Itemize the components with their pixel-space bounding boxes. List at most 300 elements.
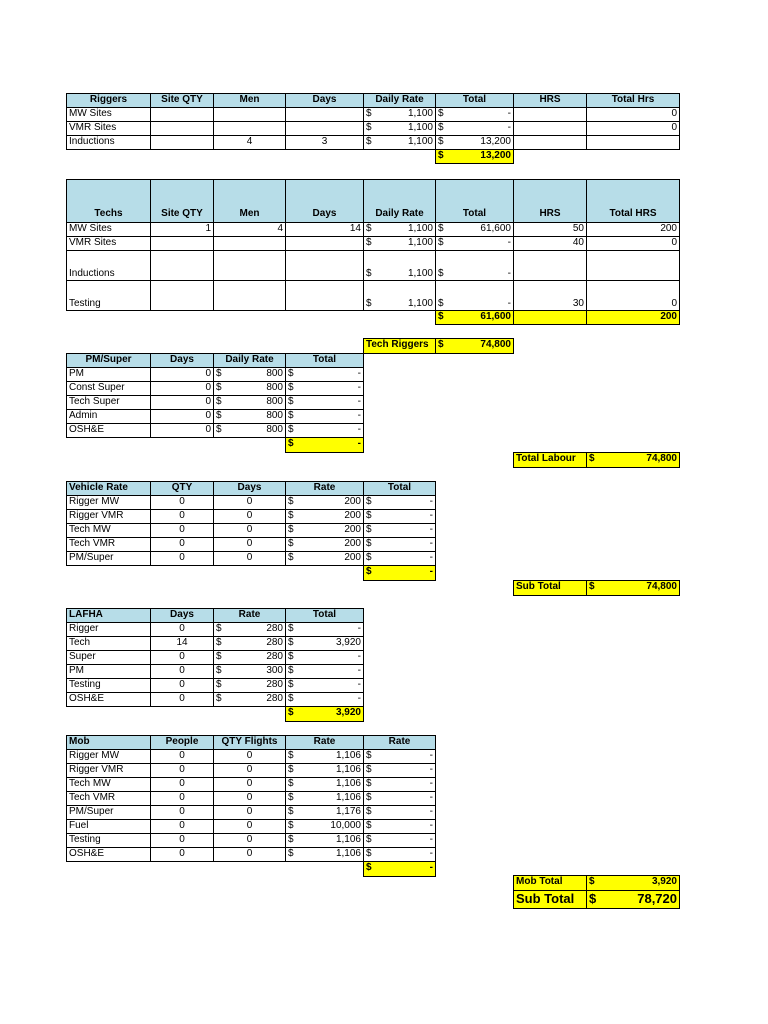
amount: 3,920 <box>651 876 677 887</box>
lafha-cell-r4-c2 <box>213 678 286 693</box>
tech_riggers-value <box>435 338 514 354</box>
amount: 280 <box>266 679 283 690</box>
techs-cell-r3-c0: Testing <box>66 280 151 311</box>
vehicle-cell-r4-c4 <box>363 551 436 566</box>
vehicle-cell-r1-c3 <box>285 509 364 524</box>
lafha-cell-r5-c1: 0 <box>150 692 214 707</box>
riggers-cell-r2-c4 <box>363 135 436 150</box>
vehicle-cell-r4-c3 <box>285 551 364 566</box>
amount: 800 <box>266 396 283 407</box>
techs-cell-r1-c4 <box>363 236 436 251</box>
techs-cell-r3-c3 <box>285 280 364 311</box>
vehicle-cell-r0-c4 <box>363 495 436 510</box>
vehicle-cell-r2-c0: Tech MW <box>66 523 151 538</box>
riggers-cell-r2-c0: Inductions <box>66 135 151 150</box>
mob-cell-r6-c0: Testing <box>66 833 151 848</box>
techs-cell-r0-c4 <box>363 222 436 237</box>
techs-cell-r0-c5 <box>435 222 514 237</box>
riggers-cell-r2-c6 <box>513 135 587 150</box>
lafha-cell-r1-c0: Tech <box>66 636 151 651</box>
currency-symbol: $ <box>438 237 444 248</box>
currency-symbol: $ <box>366 834 372 845</box>
currency-symbol: $ <box>288 496 294 507</box>
currency-symbol: $ <box>288 410 294 421</box>
techs-header-0: Techs <box>66 179 151 223</box>
amount: - <box>429 792 433 803</box>
sub_total_1-value <box>586 580 680 596</box>
amount: 200 <box>344 538 361 549</box>
amount: - <box>429 566 433 577</box>
currency-symbol: $ <box>288 792 294 803</box>
pm-super-cell-r2-c1: 0 <box>150 395 214 410</box>
amount: 1,100 <box>407 223 433 234</box>
techs-cell-r0-c3: 14 <box>285 222 364 237</box>
techs-total-0 <box>435 310 514 325</box>
amount: 200 <box>344 496 361 507</box>
amount: 1,100 <box>407 268 433 279</box>
pm-super-cell-r4-c3 <box>285 423 364 438</box>
pm-super-cell-r1-c3 <box>285 381 364 396</box>
currency-symbol: $ <box>366 862 372 873</box>
lafha-cell-r1-c2 <box>213 636 286 651</box>
lafha-cell-r2-c2 <box>213 650 286 665</box>
riggers-cell-r0-c4 <box>363 107 436 122</box>
techs-cell-r0-c7: 200 <box>586 222 680 237</box>
lafha-cell-r5-c3 <box>285 692 364 707</box>
vehicle-cell-r3-c1: 0 <box>150 537 214 552</box>
techs-header-6: HRS <box>513 179 587 223</box>
techs-cell-r1-c6: 40 <box>513 236 587 251</box>
currency-symbol: $ <box>366 566 372 577</box>
amount: 300 <box>266 665 283 676</box>
mob-cell-r0-c4 <box>363 749 436 764</box>
pm-super-cell-r1-c2 <box>213 381 286 396</box>
pm-super-header-0: PM/Super <box>66 353 151 368</box>
currency-symbol: $ <box>288 637 294 648</box>
techs-header-3: Days <box>285 179 364 223</box>
riggers-cell-r0-c2 <box>213 107 286 122</box>
mob-cell-r2-c2: 0 <box>213 777 286 792</box>
pm-super-cell-r3-c2 <box>213 409 286 424</box>
currency-symbol: $ <box>288 651 294 662</box>
lafha-cell-r0-c0: Rigger <box>66 622 151 637</box>
riggers-header-4: Daily Rate <box>363 93 436 108</box>
amount: - <box>429 848 433 859</box>
amount: - <box>357 410 361 421</box>
amount: - <box>429 820 433 831</box>
vehicle-cell-r2-c3 <box>285 523 364 538</box>
vehicle-cell-r0-c1: 0 <box>150 495 214 510</box>
currency-symbol: $ <box>438 298 444 309</box>
amount: 3,920 <box>335 637 361 648</box>
lafha-cell-r0-c2 <box>213 622 286 637</box>
mob-cell-r1-c2: 0 <box>213 763 286 778</box>
amount: - <box>357 424 361 435</box>
pm-super-total-0 <box>285 437 364 453</box>
currency-symbol: $ <box>216 382 222 393</box>
currency-symbol: $ <box>216 424 222 435</box>
amount: 74,800 <box>646 453 677 464</box>
currency-symbol: $ <box>366 237 372 248</box>
amount: - <box>429 806 433 817</box>
lafha-cell-r3-c0: PM <box>66 664 151 679</box>
vehicle-cell-r2-c4 <box>363 523 436 538</box>
lafha-cell-r1-c3 <box>285 636 364 651</box>
amount: 1,106 <box>335 834 361 845</box>
techs-cell-r2-c7 <box>586 250 680 281</box>
techs-header-5: Total <box>435 179 514 223</box>
amount: - <box>357 438 361 449</box>
amount: 74,800 <box>646 581 677 592</box>
vehicle-cell-r2-c2: 0 <box>213 523 286 538</box>
riggers-header-2: Men <box>213 93 286 108</box>
lafha-cell-r1-c1: 14 <box>150 636 214 651</box>
mob-cell-r3-c1: 0 <box>150 791 214 806</box>
techs-header-2: Men <box>213 179 286 223</box>
currency-symbol: $ <box>438 136 444 147</box>
lafha-cell-r4-c0: Testing <box>66 678 151 693</box>
riggers-total-0 <box>435 149 514 164</box>
techs-header-1: Site QTY <box>150 179 214 223</box>
techs-cell-r2-c0: Inductions <box>66 250 151 281</box>
techs-cell-r1-c1 <box>150 236 214 251</box>
vehicle-total-0 <box>363 565 436 581</box>
techs-cell-r3-c5 <box>435 280 514 311</box>
amount: 1,100 <box>407 108 433 119</box>
mob-header-1: People <box>150 735 214 750</box>
lafha-cell-r5-c0: OSH&E <box>66 692 151 707</box>
currency-symbol: $ <box>366 496 372 507</box>
riggers-cell-r1-c3 <box>285 121 364 136</box>
currency-symbol: $ <box>366 750 372 761</box>
pm-super-cell-r3-c0: Admin <box>66 409 151 424</box>
lafha-header-2: Rate <box>213 608 286 623</box>
amount: 13,200 <box>480 136 511 147</box>
pm-super-header-1: Days <box>150 353 214 368</box>
currency-symbol: $ <box>288 382 294 393</box>
riggers-cell-r0-c5 <box>435 107 514 122</box>
mob-cell-r4-c4 <box>363 805 436 820</box>
amount: - <box>357 651 361 662</box>
vehicle-cell-r3-c3 <box>285 537 364 552</box>
amount: 800 <box>266 410 283 421</box>
lafha-cell-r2-c3 <box>285 650 364 665</box>
amount: - <box>507 237 511 248</box>
riggers-header-1: Site QTY <box>150 93 214 108</box>
currency-symbol: $ <box>288 820 294 831</box>
currency-symbol: $ <box>589 581 595 592</box>
amount: 800 <box>266 382 283 393</box>
riggers-header-3: Days <box>285 93 364 108</box>
tech_riggers-label: Tech Riggers <box>363 338 436 354</box>
amount: - <box>507 268 511 279</box>
techs-cell-r0-c6: 50 <box>513 222 587 237</box>
vehicle-cell-r2-c1: 0 <box>150 523 214 538</box>
mob-cell-r6-c3 <box>285 833 364 848</box>
mob-cell-r7-c0: OSH&E <box>66 847 151 862</box>
amount: 200 <box>344 510 361 521</box>
currency-symbol: $ <box>216 368 222 379</box>
techs-cell-r1-c2 <box>213 236 286 251</box>
lafha-cell-r2-c0: Super <box>66 650 151 665</box>
amount: 1,106 <box>335 750 361 761</box>
riggers-cell-r1-c1 <box>150 121 214 136</box>
currency-symbol: $ <box>288 524 294 535</box>
lafha-cell-r0-c1: 0 <box>150 622 214 637</box>
techs-cell-r3-c2 <box>213 280 286 311</box>
currency-symbol: $ <box>438 311 444 322</box>
currency-symbol: $ <box>589 876 595 887</box>
lafha-cell-r2-c1: 0 <box>150 650 214 665</box>
amount: - <box>507 122 511 133</box>
mob-cell-r2-c0: Tech MW <box>66 777 151 792</box>
amount: 1,100 <box>407 298 433 309</box>
techs-total-1 <box>513 310 587 325</box>
vehicle-cell-r0-c0: Rigger MW <box>66 495 151 510</box>
total_labour-label: Total Labour <box>513 452 587 468</box>
amount: 1,106 <box>335 792 361 803</box>
pm-super-cell-r0-c2 <box>213 367 286 382</box>
vehicle-cell-r0-c3 <box>285 495 364 510</box>
pm-super-cell-r3-c1: 0 <box>150 409 214 424</box>
currency-symbol: $ <box>366 552 372 563</box>
lafha-cell-r0-c3 <box>285 622 364 637</box>
lafha-cell-r4-c3 <box>285 678 364 693</box>
pm-super-cell-r2-c3 <box>285 395 364 410</box>
mob-cell-r4-c1: 0 <box>150 805 214 820</box>
riggers-cell-r0-c1 <box>150 107 214 122</box>
riggers-cell-r2-c7 <box>586 135 680 150</box>
amount: 200 <box>344 524 361 535</box>
vehicle-header-4: Total <box>363 481 436 496</box>
currency-symbol: $ <box>366 538 372 549</box>
techs-cell-r2-c2 <box>213 250 286 281</box>
currency-symbol: $ <box>438 108 444 119</box>
riggers-cell-r0-c3 <box>285 107 364 122</box>
sub_total_1-label: Sub Total <box>513 580 587 596</box>
vehicle-header-3: Rate <box>285 481 364 496</box>
pm-super-cell-r0-c1: 0 <box>150 367 214 382</box>
currency-symbol: $ <box>366 122 372 133</box>
vehicle-header-2: Days <box>213 481 286 496</box>
mob-cell-r1-c3 <box>285 763 364 778</box>
vehicle-cell-r0-c2: 0 <box>213 495 286 510</box>
lafha-cell-r5-c2 <box>213 692 286 707</box>
sub_total_2-label: Sub Total <box>513 890 587 909</box>
techs-cell-r0-c0: MW Sites <box>66 222 151 237</box>
lafha-cell-r3-c1: 0 <box>150 664 214 679</box>
currency-symbol: $ <box>366 298 372 309</box>
currency-symbol: $ <box>366 764 372 775</box>
riggers-cell-r1-c4 <box>363 121 436 136</box>
amount: 1,100 <box>407 237 433 248</box>
riggers-header-6: HRS <box>513 93 587 108</box>
techs-cell-r2-c5 <box>435 250 514 281</box>
currency-symbol: $ <box>366 820 372 831</box>
currency-symbol: $ <box>288 538 294 549</box>
amount: - <box>357 693 361 704</box>
techs-cell-r2-c3 <box>285 250 364 281</box>
mob-cell-r4-c3 <box>285 805 364 820</box>
riggers-cell-r2-c2: 4 <box>213 135 286 150</box>
mob-cell-r2-c4 <box>363 777 436 792</box>
mob-cell-r6-c4 <box>363 833 436 848</box>
sub_total_2-value <box>586 890 680 909</box>
mob-header-4: Rate <box>363 735 436 750</box>
amount: 1,106 <box>335 764 361 775</box>
techs-cell-r1-c7: 0 <box>586 236 680 251</box>
currency-symbol: $ <box>438 223 444 234</box>
amount: 1,106 <box>335 848 361 859</box>
amount: - <box>429 862 433 873</box>
vehicle-cell-r1-c1: 0 <box>150 509 214 524</box>
pm-super-cell-r0-c0: PM <box>66 367 151 382</box>
amount: 280 <box>266 693 283 704</box>
currency-symbol: $ <box>366 778 372 789</box>
mob_total-label: Mob Total <box>513 875 587 891</box>
pm-super-cell-r2-c0: Tech Super <box>66 395 151 410</box>
mob-cell-r5-c2: 0 <box>213 819 286 834</box>
amount: 1,100 <box>407 122 433 133</box>
mob-cell-r5-c3 <box>285 819 364 834</box>
mob-cell-r0-c2: 0 <box>213 749 286 764</box>
techs-cell-r3-c6: 30 <box>513 280 587 311</box>
techs-header-7: Total HRS <box>586 179 680 223</box>
mob-cell-r5-c0: Fuel <box>66 819 151 834</box>
currency-symbol: $ <box>438 268 444 279</box>
mob-cell-r4-c0: PM/Super <box>66 805 151 820</box>
mob-cell-r2-c1: 0 <box>150 777 214 792</box>
currency-symbol: $ <box>366 510 372 521</box>
vehicle-cell-r3-c4 <box>363 537 436 552</box>
mob-total-0 <box>363 861 436 877</box>
mob-cell-r6-c1: 0 <box>150 833 214 848</box>
amount: - <box>357 679 361 690</box>
amount: 800 <box>266 368 283 379</box>
currency-symbol: $ <box>366 848 372 859</box>
amount: - <box>357 396 361 407</box>
pm-super-cell-r4-c0: OSH&E <box>66 423 151 438</box>
currency-symbol: $ <box>216 623 222 634</box>
currency-symbol: $ <box>216 396 222 407</box>
vehicle-cell-r1-c0: Rigger VMR <box>66 509 151 524</box>
total_labour-value <box>586 452 680 468</box>
riggers-cell-r1-c6 <box>513 121 587 136</box>
lafha-total-0 <box>285 706 364 722</box>
amount: - <box>357 382 361 393</box>
amount: 74,800 <box>480 339 511 350</box>
lafha-header-3: Total <box>285 608 364 623</box>
techs-cell-r3-c7: 0 <box>586 280 680 311</box>
amount: - <box>429 510 433 521</box>
lafha-cell-r3-c3 <box>285 664 364 679</box>
amount: - <box>429 552 433 563</box>
riggers-header-7: Total Hrs <box>586 93 680 108</box>
currency-symbol: $ <box>288 552 294 563</box>
amount: 280 <box>266 651 283 662</box>
mob-cell-r0-c3 <box>285 749 364 764</box>
currency-symbol: $ <box>288 764 294 775</box>
vehicle-cell-r3-c2: 0 <box>213 537 286 552</box>
mob_total-value <box>586 875 680 891</box>
currency-symbol: $ <box>288 368 294 379</box>
amount: 10,000 <box>330 820 361 831</box>
pm-super-cell-r3-c3 <box>285 409 364 424</box>
amount: - <box>429 524 433 535</box>
currency-symbol: $ <box>288 679 294 690</box>
vehicle-header-1: QTY <box>150 481 214 496</box>
techs-cell-r2-c4 <box>363 250 436 281</box>
amount: 61,600 <box>480 311 511 322</box>
mob-cell-r1-c4 <box>363 763 436 778</box>
techs-total-2: 200 <box>586 310 680 325</box>
amount: 78,720 <box>637 891 677 906</box>
currency-symbol: $ <box>438 339 444 350</box>
riggers-cell-r1-c2 <box>213 121 286 136</box>
vehicle-cell-r4-c2: 0 <box>213 551 286 566</box>
currency-symbol: $ <box>288 806 294 817</box>
mob-cell-r5-c4 <box>363 819 436 834</box>
currency-symbol: $ <box>288 778 294 789</box>
riggers-cell-r0-c7: 0 <box>586 107 680 122</box>
mob-cell-r0-c1: 0 <box>150 749 214 764</box>
amount: - <box>429 496 433 507</box>
currency-symbol: $ <box>366 524 372 535</box>
currency-symbol: $ <box>288 665 294 676</box>
currency-symbol: $ <box>216 665 222 676</box>
riggers-header-5: Total <box>435 93 514 108</box>
currency-symbol: $ <box>288 623 294 634</box>
amount: - <box>429 834 433 845</box>
mob-cell-r2-c3 <box>285 777 364 792</box>
mob-cell-r7-c3 <box>285 847 364 862</box>
mob-header-3: Rate <box>285 735 364 750</box>
pm-super-header-3: Total <box>285 353 364 368</box>
currency-symbol: $ <box>589 453 595 464</box>
amount: 1,106 <box>335 778 361 789</box>
currency-symbol: $ <box>288 396 294 407</box>
riggers-cell-r1-c5 <box>435 121 514 136</box>
amount: - <box>507 108 511 119</box>
amount: 13,200 <box>480 150 511 161</box>
mob-cell-r7-c4 <box>363 847 436 862</box>
lafha-cell-r4-c1: 0 <box>150 678 214 693</box>
mob-cell-r1-c0: Rigger VMR <box>66 763 151 778</box>
currency-symbol: $ <box>216 637 222 648</box>
riggers-cell-r1-c0: VMR Sites <box>66 121 151 136</box>
riggers-cell-r2-c1 <box>150 135 214 150</box>
amount: - <box>357 623 361 634</box>
pm-super-cell-r4-c1: 0 <box>150 423 214 438</box>
riggers-cell-r0-c6 <box>513 107 587 122</box>
techs-header-4: Daily Rate <box>363 179 436 223</box>
techs-cell-r1-c5 <box>435 236 514 251</box>
currency-symbol: $ <box>216 693 222 704</box>
mob-cell-r7-c2: 0 <box>213 847 286 862</box>
mob-cell-r3-c4 <box>363 791 436 806</box>
currency-symbol: $ <box>288 707 294 718</box>
currency-symbol: $ <box>438 150 444 161</box>
amount: 1,100 <box>407 136 433 147</box>
mob-cell-r4-c2: 0 <box>213 805 286 820</box>
amount: 280 <box>266 623 283 634</box>
currency-symbol: $ <box>216 651 222 662</box>
riggers-cell-r1-c7: 0 <box>586 121 680 136</box>
mob-header-0: Mob <box>66 735 151 750</box>
currency-symbol: $ <box>366 136 372 147</box>
pm-super-cell-r2-c2 <box>213 395 286 410</box>
currency-symbol: $ <box>288 438 294 449</box>
